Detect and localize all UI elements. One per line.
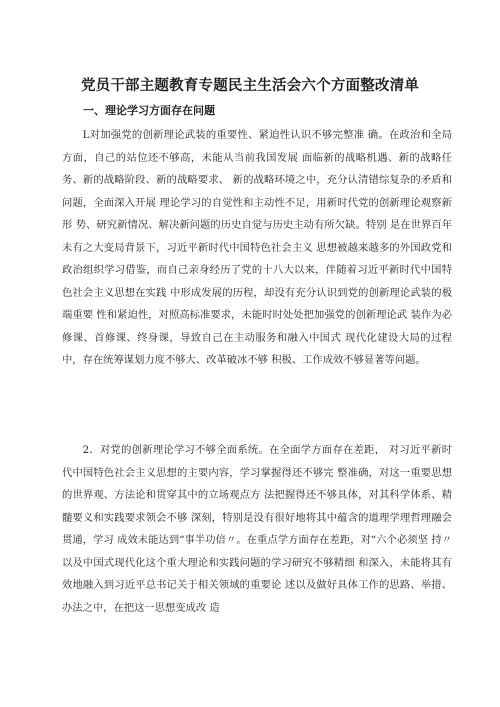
document-title: 党员干部主题教育专题民主生活会六个方面整改清单 — [80, 78, 420, 94]
body-paragraph-1: L对加强党的创新理论武装的重要性、紧迫性认识不够完整准 确。在政治和全局方面，自己的站位还不够高，未能从当前我国发展 面临新的战略机遇、新的战略任务、新的战略阶段、新的战略要求、 新的战略环境之中，充分认清错综复杂的矛盾和问题，全面深入开展 理论学习的自觉性和主动性不足，用新时代党的创新理论观察新形 势、研究新情况、解决新问题的历史自觉与历史主动有所欠缺。特别 是在世界百年未有之大变局背景下，习近平新时代中国特色社会主义 思想被越来越多的外国政党和政治组织学习借鉴，而自己亲身经历了党的十八大以来，伴随着习近平新时代中国特色社会主义思想在实践 中形成发展的历程，却没有充分认识到党的创新理论武装的极端重要 性和紧迫性，对照高标准要求，未能时时处处把加强党的创新理论武 装作为必修课、首修课、终身课，导致自己在主动服务和融入中国式 现代化建设大局的过程中，存在统筹谋划力度不够大、改革破冰不够 积极、工作成效不够显著等问题。 — [62, 129, 452, 366]
body-paragraph-2: 2．对党的创新理论学习不够全面系统。在全面学方面存在差距， 对习近平新时代中国特色社会主义思想的主要内容，学习掌握得还不够完 整准确，对这一重要思想的世界观、方法论和贯穿其中的立场观点方 法把握得还不够具体，对其科学体系、精髓要义和实践要求领会不够 深刻，特别是没有很好地将其中蕴含的道理学理哲理融会贯通，学习 成效未能达到“事半功倍〃。在重点学方面存在差距，对“六个必须坚 持〃以及中国式现代化这个重大理论和实践问题的学习研究不够精细 和深入，未能将其有效地融入到习近平总书记关于相关领域的重要论 述以及做好具体工作的思路、举措、办法之中，在把这一思想变成改 造 — [62, 444, 452, 614]
section-heading: 一、理论学习方面存在问题 — [83, 104, 215, 117]
